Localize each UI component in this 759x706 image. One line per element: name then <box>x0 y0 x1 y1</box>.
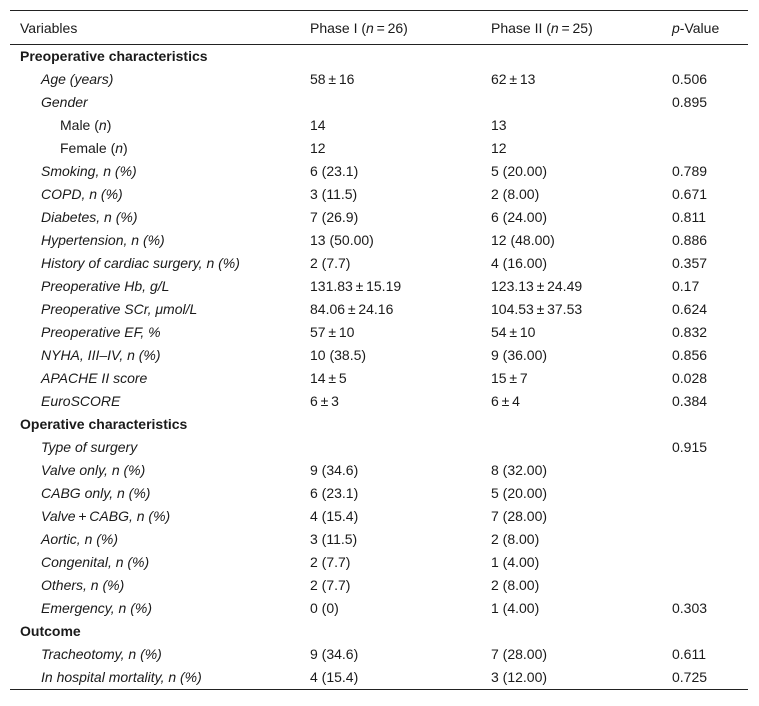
p-value <box>662 482 748 505</box>
table-row-gender <box>10 91 748 114</box>
p-value: 0.357 <box>672 255 708 271</box>
p-value: 0.17 <box>672 278 700 294</box>
phase-1-value: 6 ± 3 <box>310 393 339 409</box>
row-label <box>10 137 300 160</box>
phase-1-value: 131.83 ± 15.19 <box>310 278 402 294</box>
table-row-female <box>10 137 748 160</box>
phase-2-value: 2 (8.00) <box>491 577 540 593</box>
table-row-cabg-only <box>10 482 748 505</box>
header-variables: Variables <box>10 11 300 45</box>
row-label: Others, n (%) <box>41 577 125 593</box>
header-phase-2-n: n <box>550 19 559 36</box>
table-row-age <box>10 68 748 91</box>
row-label-part: Male ( <box>60 117 99 133</box>
phase-1-value: 3 (11.5) <box>310 531 358 547</box>
phase-2-value: 6 ± 4 <box>491 393 520 409</box>
section-row-preoperative <box>10 45 748 69</box>
p-value <box>662 459 748 482</box>
p-value: 0.915 <box>672 439 708 455</box>
phase-1-value: 9 (34.6) <box>310 646 359 662</box>
header-p-value <box>662 11 748 45</box>
phase-2-value: 1 (4.00) <box>491 600 540 616</box>
table-row-aortic <box>10 528 748 551</box>
p-value: 0.789 <box>672 163 708 179</box>
header-phase-1 <box>300 11 481 45</box>
phase-1-value <box>300 91 481 114</box>
p-value <box>662 505 748 528</box>
p-value: 0.384 <box>672 393 708 409</box>
phase-1-value: 10 (38.5) <box>310 347 367 363</box>
phase-1-value: 2 (7.7) <box>310 255 351 271</box>
row-label-n: n <box>98 117 107 133</box>
table-row-hb <box>10 275 748 298</box>
phase-2-value: 12 <box>491 140 507 156</box>
characteristics-table <box>10 10 748 690</box>
phase-1-value: 14 <box>310 117 326 133</box>
phase-2-value: 5 (20.00) <box>491 485 548 501</box>
phase-2-value: 12 (48.00) <box>491 232 555 248</box>
table-header-row <box>10 11 748 45</box>
p-value: 0.506 <box>672 71 708 87</box>
table-row-copd <box>10 183 748 206</box>
phase-1-value: 58 ± 16 <box>310 71 355 87</box>
phase-1-value: 0 (0) <box>310 600 339 616</box>
phase-2-value: 4 (16.00) <box>491 255 548 271</box>
phase-1-value: 4 (15.4) <box>310 508 359 524</box>
row-label <box>10 114 300 137</box>
row-label: Tracheotomy, n (%) <box>41 646 162 662</box>
table-row-euroscore <box>10 390 748 413</box>
phase-1-value: 3 (11.5) <box>310 186 358 202</box>
table-row-smoking <box>10 160 748 183</box>
row-label: COPD, n (%) <box>41 186 123 202</box>
table-row-type-of-surgery <box>10 436 748 459</box>
phase-2-value <box>481 91 662 114</box>
table-row-hypertension <box>10 229 748 252</box>
phase-1-value: 14 ± 5 <box>310 370 347 386</box>
header-phase-2-prefix: Phase II ( <box>491 19 551 36</box>
phase-1-value: 2 (7.7) <box>310 577 351 593</box>
table-row-tracheotomy <box>10 643 748 666</box>
p-value: 0.303 <box>672 600 708 616</box>
p-value: 0.028 <box>672 370 708 386</box>
phase-1-value: 57 ± 10 <box>310 324 355 340</box>
phase-2-value: 3 (12.00) <box>481 666 662 690</box>
phase-2-value: 13 <box>491 117 507 133</box>
phase-2-value: 6 (24.00) <box>491 209 548 225</box>
phase-2-value: 123.13 ± 24.49 <box>491 278 583 294</box>
section-row-outcome <box>10 620 748 643</box>
row-label: Preoperative EF, % <box>41 324 161 340</box>
row-label-part: ) <box>106 117 112 133</box>
phase-1-value: 2 (7.7) <box>310 554 351 570</box>
p-value: 0.895 <box>672 94 708 110</box>
row-label-part: ) <box>123 140 128 156</box>
table-row-others <box>10 574 748 597</box>
header-phase-2-suffix: = 25) <box>558 19 593 36</box>
row-label: Valve + CABG, n (%) <box>41 508 171 524</box>
p-value <box>662 114 748 137</box>
row-label: History of cardiac surgery, n (%) <box>41 255 240 271</box>
phase-2-value: 9 (36.00) <box>491 347 548 363</box>
row-label: EuroSCORE <box>41 393 121 409</box>
row-label: Diabetes, n (%) <box>41 209 138 225</box>
table-row-congenital <box>10 551 748 574</box>
phase-2-value: 7 (28.00) <box>491 646 548 662</box>
phase-2-value: 1 (4.00) <box>491 554 540 570</box>
row-label: Preoperative SCr, μmol/L <box>41 301 198 317</box>
table-row-history <box>10 252 748 275</box>
table-row-apache <box>10 367 748 390</box>
row-label: Congenital, n (%) <box>41 554 150 570</box>
header-phase-1-prefix: Phase I ( <box>310 19 367 36</box>
row-label-n: n <box>115 140 124 156</box>
table-row-diabetes <box>10 206 748 229</box>
p-value: 0.832 <box>672 324 708 340</box>
row-label-part: Female ( <box>60 140 116 156</box>
row-label: Emergency, n (%) <box>41 600 152 616</box>
header-phase-1-n: n <box>366 19 374 36</box>
p-value: 0.725 <box>662 666 748 690</box>
p-value <box>662 574 748 597</box>
table-row-ef <box>10 321 748 344</box>
section-title-operative: Operative characteristics <box>20 416 188 432</box>
phase-1-value: 84.06 ± 24.16 <box>310 301 394 317</box>
row-label: Hypertension, n (%) <box>41 232 165 248</box>
p-value <box>662 551 748 574</box>
p-value: 0.611 <box>672 646 706 662</box>
row-label: Gender <box>41 94 88 110</box>
phase-2-value <box>481 436 662 459</box>
characteristics-table-container <box>10 10 748 690</box>
row-label: Aortic, n (%) <box>41 531 119 547</box>
phase-2-value: 7 (28.00) <box>491 508 548 524</box>
table-row-valve-only <box>10 459 748 482</box>
section-title-outcome: Outcome <box>20 623 81 639</box>
phase-1-value <box>300 436 481 459</box>
p-value <box>662 528 748 551</box>
header-phase-1-suffix: = 26) <box>373 19 408 36</box>
row-label: Smoking, n (%) <box>41 163 137 179</box>
phase-2-value: 54 ± 10 <box>491 324 536 340</box>
row-label: In hospital mortality, n (%) <box>10 666 300 690</box>
row-label: CABG only, n (%) <box>41 485 151 501</box>
row-label: Type of surgery <box>41 439 138 455</box>
phase-2-value: 2 (8.00) <box>491 186 540 202</box>
phase-1-value: 6 (23.1) <box>310 163 359 179</box>
phase-1-value: 13 (50.00) <box>310 232 374 248</box>
row-label: Preoperative Hb, g/L <box>41 278 170 294</box>
phase-1-value: 7 (26.9) <box>310 209 359 225</box>
phase-1-value: 6 (23.1) <box>310 485 359 501</box>
phase-2-value: 8 (32.00) <box>491 462 548 478</box>
row-label: Valve only, n (%) <box>41 462 146 478</box>
p-value: 0.671 <box>672 186 708 202</box>
p-value: 0.811 <box>672 209 706 225</box>
p-value <box>662 137 748 160</box>
p-value: 0.856 <box>672 347 708 363</box>
p-value: 0.886 <box>672 232 708 248</box>
table-row-scr <box>10 298 748 321</box>
section-row-operative <box>10 413 748 436</box>
phase-2-value: 2 (8.00) <box>491 531 540 547</box>
phase-2-value: 5 (20.00) <box>491 163 548 179</box>
phase-2-value: 62 ± 13 <box>491 71 536 87</box>
phase-1-value: 9 (34.6) <box>310 462 359 478</box>
phase-1-value: 4 (15.4) <box>300 666 481 690</box>
phase-1-value: 12 <box>310 140 326 156</box>
table-row-male <box>10 114 748 137</box>
table-row-emergency <box>10 597 748 620</box>
table-row-mortality <box>10 666 748 690</box>
row-label: NYHA, III–IV, n (%) <box>41 347 161 363</box>
phase-2-value: 104.53 ± 37.53 <box>491 301 583 317</box>
header-p-value-p: p <box>672 19 680 36</box>
p-value: 0.624 <box>672 301 708 317</box>
table-row-nyha <box>10 344 748 367</box>
row-label: Age (years) <box>41 71 114 87</box>
phase-2-value: 15 ± 7 <box>491 370 528 386</box>
header-p-value-suffix: -Value <box>679 19 720 36</box>
section-title-preoperative: Preoperative characteristics <box>20 48 208 64</box>
table-row-valve-cabg <box>10 505 748 528</box>
header-phase-2 <box>481 11 662 45</box>
row-label: APACHE II score <box>41 370 148 386</box>
